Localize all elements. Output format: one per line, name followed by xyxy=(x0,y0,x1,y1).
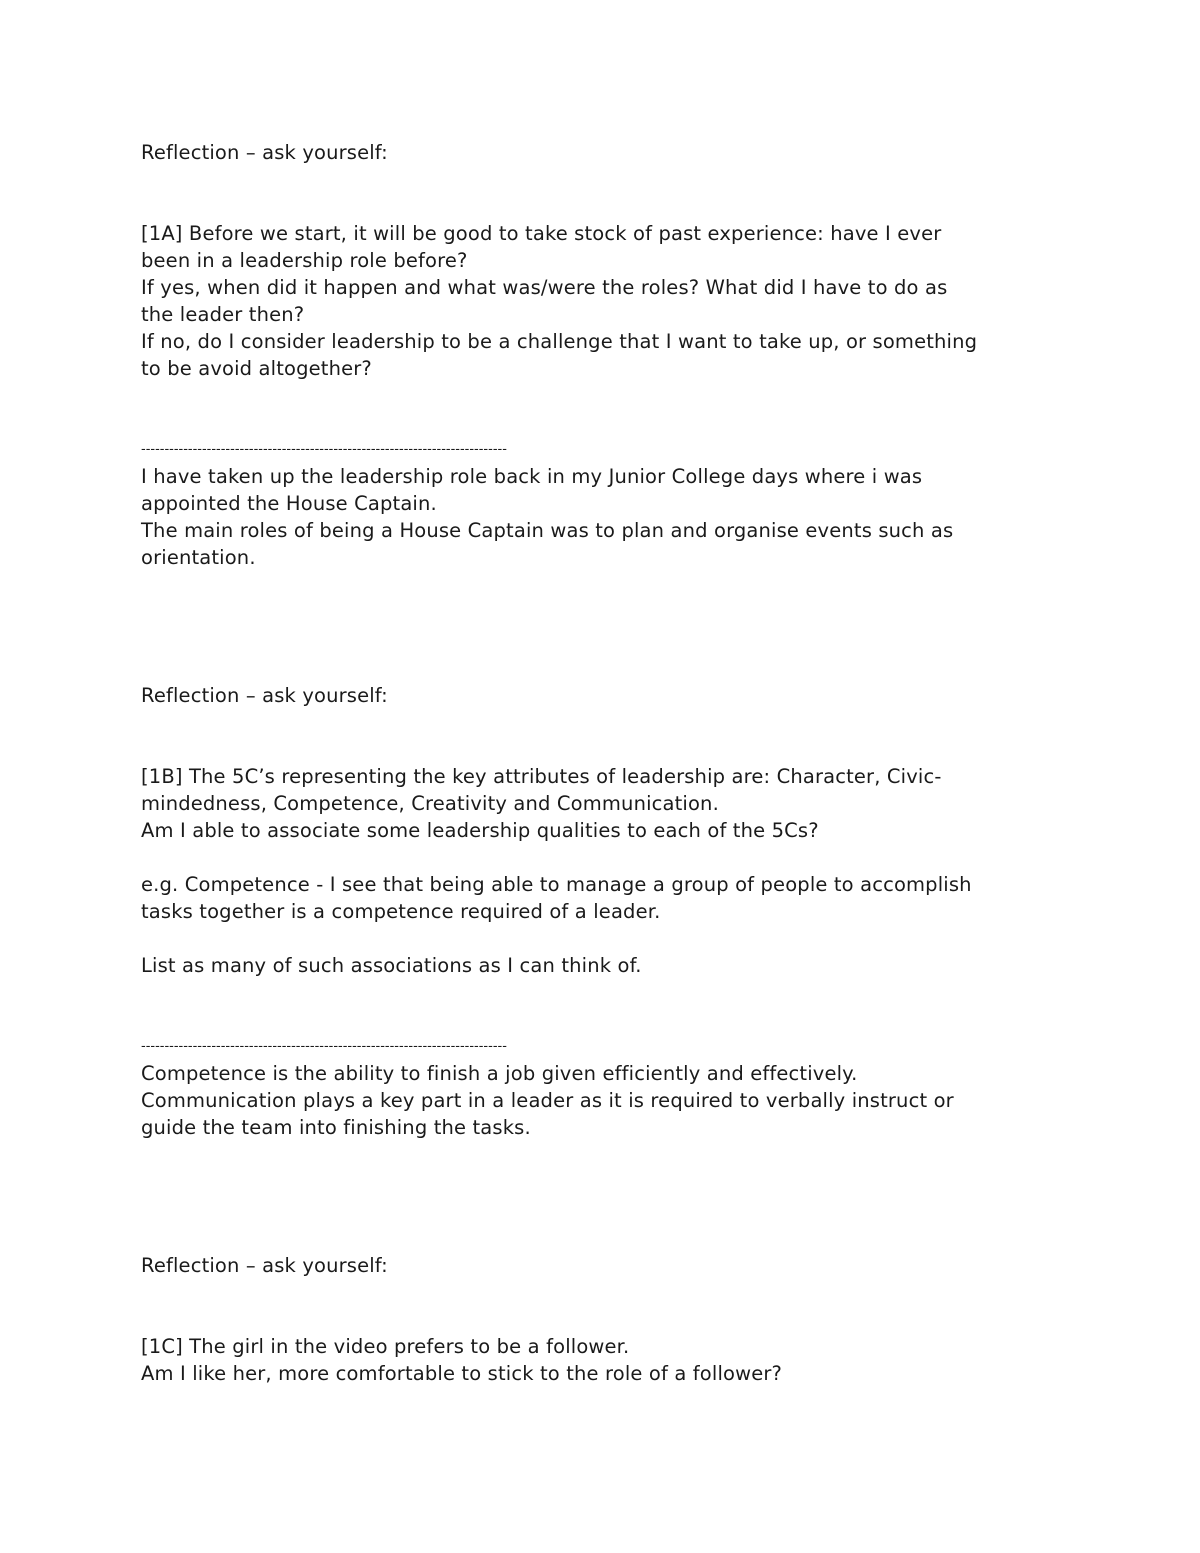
section-heading: Reflection – ask yourself: xyxy=(141,684,388,707)
question-line: to be avoid altogether? xyxy=(141,357,372,380)
answer-line: Communication plays a key part in a leader as it is required to verbally instruct or xyxy=(141,1089,954,1112)
instruction-line: List as many of such associations as I can think of. xyxy=(141,954,642,977)
section-heading: Reflection – ask yourself: xyxy=(141,141,388,164)
answer-1b xyxy=(141,1060,1061,1141)
separator-line: ------------------------------------------------------------------------------ xyxy=(141,1039,507,1054)
section-1c xyxy=(141,1252,1061,1387)
question-line: [1A] Before we start, it will be good to take stock of past experience: have I ever xyxy=(141,222,942,245)
separator-line: ------------------------------------------------------------------------------ xyxy=(141,442,507,457)
question-line: [1B] The 5C’s representing the key attributes of leadership are: Character, Civic- xyxy=(141,765,942,788)
answer-1a xyxy=(141,463,1061,571)
example-1b xyxy=(141,871,1061,925)
question-line: been in a leadership role before? xyxy=(141,249,468,272)
question-line: Am I like her, more comfortable to stick to the role of a follower? xyxy=(141,1362,783,1385)
question-line: [1C] The girl in the video prefers to be a follower. xyxy=(141,1335,630,1358)
question-line: If no, do I consider leadership to be a challenge that I want to take up, or something xyxy=(141,330,978,353)
section-1b xyxy=(141,682,1061,1141)
answer-line: Competence is the ability to finish a job given efficiently and effectively. xyxy=(141,1062,858,1085)
question-line: Am I able to associate some leadership qualities to each of the 5Cs? xyxy=(141,819,819,842)
answer-line: appointed the House Captain. xyxy=(141,492,437,515)
question-1b xyxy=(141,763,1061,844)
question-1a xyxy=(141,220,1061,382)
question-line: mindedness, Competence, Creativity and Communication. xyxy=(141,792,719,815)
answer-line: orientation. xyxy=(141,546,256,569)
question-line: If yes, when did it happen and what was/were the roles? What did I have to do as xyxy=(141,276,948,299)
answer-line: The main roles of being a House Captain was to plan and organise events such as xyxy=(141,519,954,542)
section-heading: Reflection – ask yourself: xyxy=(141,1254,388,1277)
question-line: the leader then? xyxy=(141,303,305,326)
answer-line: I have taken up the leadership role back in my Junior College days where i was xyxy=(141,465,923,488)
section-1a xyxy=(141,139,1061,571)
document-page xyxy=(141,139,1061,1387)
question-1c xyxy=(141,1333,1061,1387)
example-line: tasks together is a competence required of a leader. xyxy=(141,900,661,923)
example-line: e.g. Competence - I see that being able to manage a group of people to accomplish xyxy=(141,873,972,896)
answer-line: guide the team into finishing the tasks. xyxy=(141,1116,531,1139)
